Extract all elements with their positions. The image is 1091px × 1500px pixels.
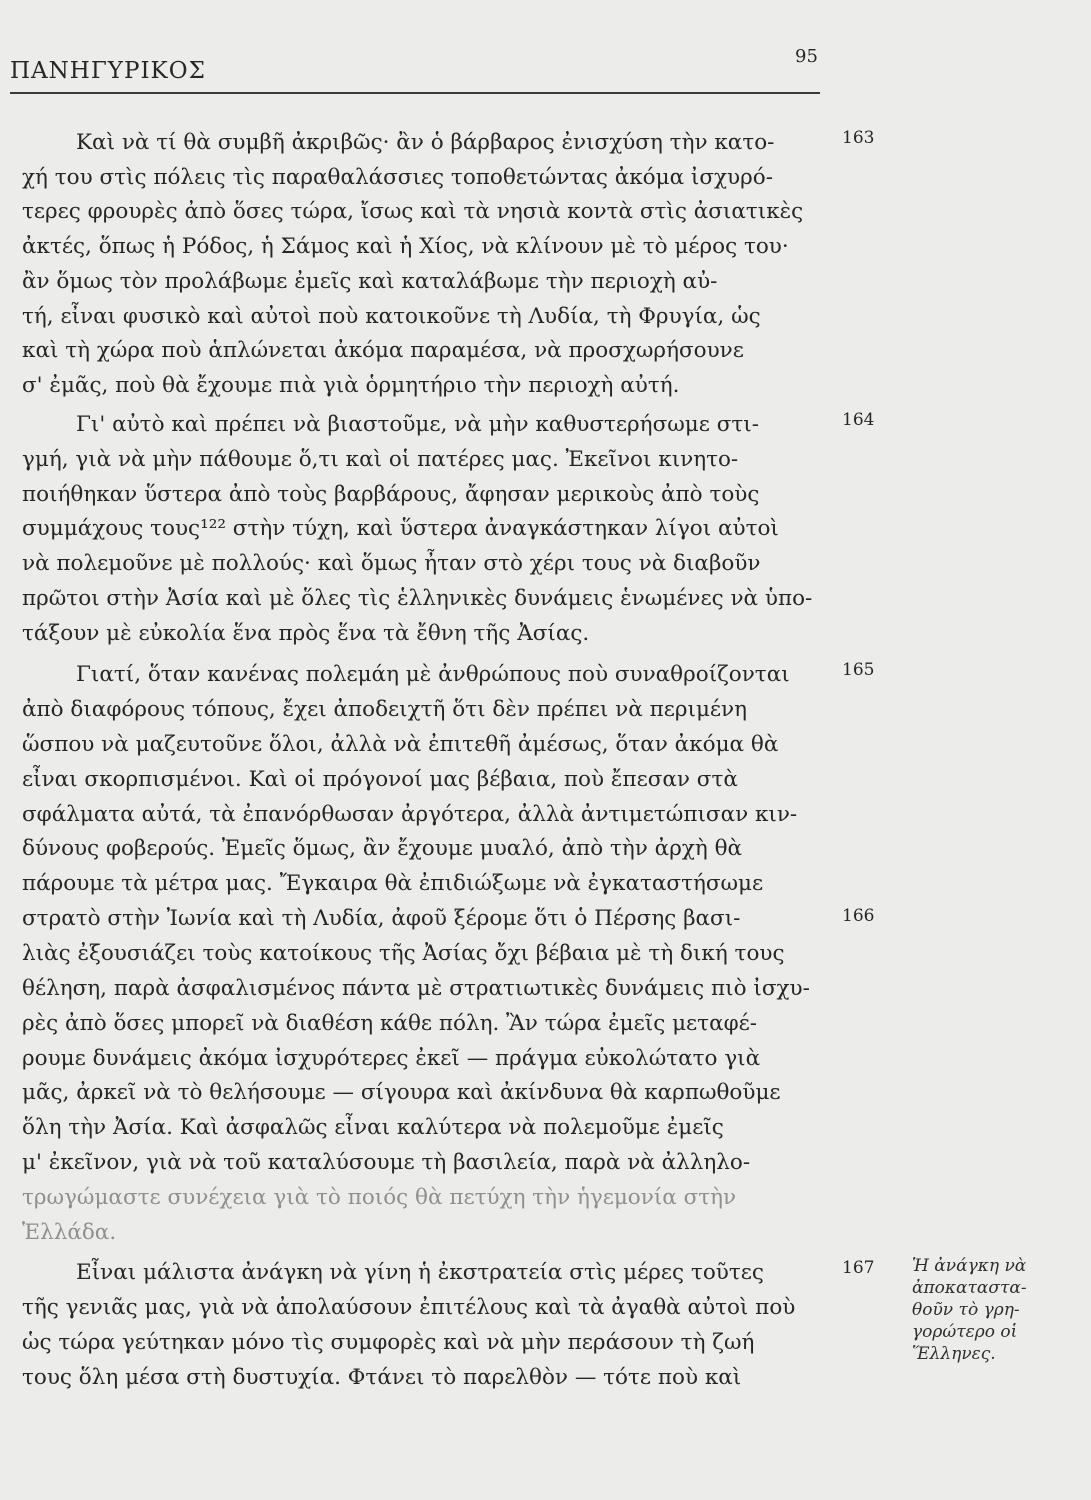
margin-note-line: γορώτερο οἱ [912,1322,1018,1342]
page-number: 95 [795,46,818,67]
header-rule [10,92,820,94]
text-line: τάξουν μὲ εὐκολία ἕνα πρὸς ἕνα τὰ ἔθνη τῆς Ἀσίας. [22,621,590,646]
text-line: χή του στὶς πόλεις τὶς παραθαλάσσιες τοποθετώντας ἀκόμα ἰσχυρό- [22,165,773,190]
text-line: Γι' αὐτὸ καὶ πρέπει νὰ βιαστοῦμε, νὰ μὴν καθυστερήσωμε στι- [76,412,759,437]
text-line: θέληση, παρὰ ἀσφαλισμένος πάντα μὲ στρατιωτικὲς δυνάμεις πιὸ ἰσχυ- [22,976,810,1001]
text-line: λιὰς ἐξουσιάζει τοὺς κατοίκους τῆς Ἀσίας ὄχι βέβαια μὲ τὴ δική τους [22,941,785,966]
text-line: στρατὸ στὴν Ἰωνία καὶ τὴ Λυδία, ἀφοῦ ξέρομε ὅτι ὁ Πέρσης βασι- [22,906,741,931]
text-line: καὶ τὴ χώρα ποὺ ἁπλώνεται ἀκόμα παραμέσα, νὰ προσχωρήσουνε [22,338,744,363]
margin-note-line: ἀποκαταστα- [912,1278,1027,1298]
section-number: 166 [842,906,875,926]
section-number: 164 [842,410,875,430]
margin-note-line: Ἡ ἀνάγκη νὰ [912,1256,1027,1276]
section-number: 167 [842,1258,875,1278]
text-line: ὡς τώρα γεύτηκαν μόνο τὶς συμφορὲς καὶ νὰ μὴν περάσουν τὴ ζωή [22,1330,755,1355]
text-line: πρῶτοι στὴν Ἀσία καὶ μὲ ὅλες τὶς ἑλληνικὲς δυνάμεις ἑνωμένες νὰ ὑπο- [22,586,813,611]
text-line: ρὲς ἀπὸ ὅσες μπορεῖ νὰ διαθέση κάθε πόλη. Ἂν τώρα ἐμεῖς μεταφέ- [22,1011,758,1036]
margin-note-line: Ἕλληνες. [912,1344,996,1364]
text-line: ἂν ὅμως τὸν προλάβωμε ἐμεῖς καὶ καταλάβωμε τὴν περιοχὴ αὐ- [22,269,718,294]
text-line: ἀπὸ διαφόρους τόπους, ἔχει ἀποδειχτῆ ὅτι δὲν πρέπει νὰ περιμένη [22,697,748,722]
text-line: εἶναι σκορπισμένοι. Καὶ οἱ πρόγονοί μας βέβαια, ποὺ ἔπεσαν στὰ [22,767,738,792]
text-line: ποιήθηκαν ὕστερα ἀπὸ τοὺς βαρβάρους, ἄφησαν μερικοὺς ἀπὸ τοὺς [22,482,760,507]
margin-note-line: θοῦν τὸ γρη- [912,1300,1020,1320]
text-line: Εἶναι μάλιστα ἀνάγκη νὰ γίνη ἡ ἐκστρατεία στὶς μέρες τοῦτες [76,1260,764,1285]
text-line: γμή, γιὰ νὰ μὴν πάθουμε ὅ,τι καὶ οἱ πατέρες μας. Ἐκεῖνοι κινητο- [22,447,739,472]
section-number: 165 [842,660,875,680]
running-title: ΠΑΝΗΓΥΡΙΚΟΣ [10,58,206,84]
text-line: τή, εἶναι φυσικὸ καὶ αὐτοὶ ποὺ κατοικοῦνε τὴ Λυδία, τὴ Φρυγία, ὡς [22,304,761,329]
text-line: δύνους φοβερούς. Ἐμεῖς ὅμως, ἂν ἔχουμε μυαλό, ἀπὸ τὴν ἀρχὴ θὰ [22,836,743,861]
text-line: ὅλη τὴν Ἀσία. Καὶ ἀσφαλῶς εἶναι καλύτερα νὰ πολεμοῦμε ἐμεῖς [22,1115,724,1140]
section-number: 163 [842,128,875,148]
text-line: νὰ πολεμοῦνε μὲ πολλούς· καὶ ὅμως ἦταν στὸ χέρι τους νὰ διαβοῦν [22,551,761,576]
text-line: συμμάχους τους¹²² στὴν τύχη, καὶ ὕστερα ἀναγκάστηκαν λίγοι αὐτοὶ [22,516,779,541]
text-line: Γιατί, ὅταν κανένας πολεμάη μὲ ἀνθρώπους ποὺ συναθροίζονται [76,662,790,687]
text-line: τῆς γενιᾶς μας, γιὰ νὰ ἀπολαύσουν ἐπιτέλους καὶ τὰ ἀγαθὰ αὐτοὶ ποὺ [22,1295,796,1320]
text-line: μ' ἐκεῖνον, γιὰ νὰ τοῦ καταλύσουμε τὴ βασιλεία, παρὰ νὰ ἀλληλο- [22,1150,751,1175]
text-line: τρωγώμαστε συνέχεια γιὰ τὸ ποιός θὰ πετύχη τὴν ἡγεμονία στὴν [22,1185,737,1210]
text-line: μᾶς, ἀρκεῖ νὰ τὸ θελήσουμε — σίγουρα καὶ ἀκίνδυνα θὰ καρπωθοῦμε [22,1080,781,1105]
text-line: ἀκτές, ὅπως ἡ Ρόδος, ἡ Σάμος καὶ ἡ Χίος, νὰ κλίνουν μὲ τὸ μέρος του· [22,234,789,259]
text-line: σφάλματα αὐτά, τὰ ἐπανόρθωσαν ἀργότερα, ἀλλὰ ἀντιμετώπισαν κιν- [22,802,798,827]
margin-note [912,1255,1082,1365]
text-line: ρουμε δυνάμεις ἀκόμα ἰσχυρότερες ἐκεῖ — πράγμα εὐκολώτατο γιὰ [22,1046,761,1071]
text-line: τερες φρουρὲς ἀπὸ ὅσες τώρα, ἴσως καὶ τὰ νησιὰ κοντὰ στὶς ἀσιατικὲς [22,199,804,224]
text-line: τους ὅλη μέσα στὴ δυστυχία. Φτάνει τὸ παρελθὸν — τότε ποὺ καὶ [22,1365,742,1390]
text-line: σ' ἐμᾶς, ποὺ θὰ ἔχουμε πιὰ γιὰ ὁρμητήριο τὴν περιοχὴ αὐτή. [22,373,680,398]
text-line: πάρουμε τὰ μέτρα μας. Ἔγκαιρα θὰ ἐπιδιώξωμε νὰ ἐγκαταστήσωμε [22,871,764,896]
text-line: Ἑλλάδα. [22,1220,117,1245]
text-line: ὥσπου νὰ μαζευτοῦνε ὅλοι, ἀλλὰ νὰ ἐπιτεθῆ ἀμέσως, ὅταν ἀκόμα θὰ [22,732,779,757]
text-line: Καὶ νὰ τί θὰ συμβῆ ἀκριβῶς· ἂν ὁ βάρβαρος ἐνισχύση τὴν κατο- [76,130,775,155]
